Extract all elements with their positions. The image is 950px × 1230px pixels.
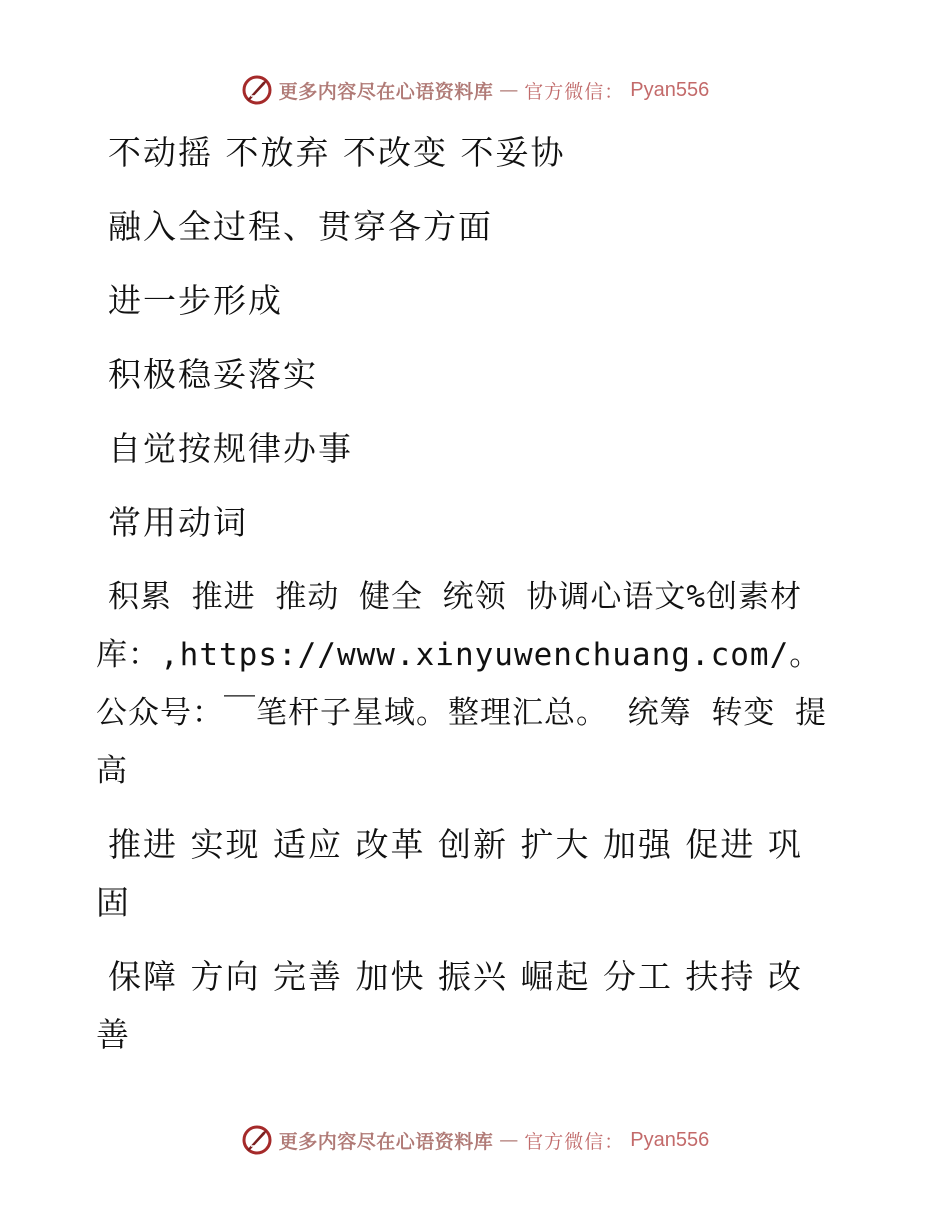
paragraph-text: 进一步形成 — [108, 281, 283, 320]
document-body — [96, 124, 836, 1080]
header-banner — [0, 70, 950, 110]
banner-wechat-label: 官方微信： — [524, 80, 625, 103]
paragraph-text: 融入全过程、贯穿各方面 — [108, 207, 493, 246]
paragraph — [96, 272, 836, 330]
banner-wechat-id: Pyan556 — [630, 1128, 710, 1151]
paragraph — [96, 948, 836, 1064]
quill-logo-icon — [241, 74, 273, 106]
paragraph — [96, 420, 836, 478]
footer-banner — [0, 1120, 950, 1160]
paragraph-text: 积累 推进 推动 健全 统领 协调心语文%创素材库：,https://www.xinyuwenchuang.com/。公众号：￣笔杆子星域。整理汇总。 统筹 转变 提高 — [96, 579, 827, 789]
paragraph-text: 常用动词 — [108, 503, 248, 542]
banner-dash: — — [499, 79, 519, 101]
paragraph — [96, 816, 836, 932]
quill-logo-icon — [241, 1124, 273, 1156]
paragraph — [96, 124, 836, 182]
paragraph — [96, 346, 836, 404]
paragraph-text: 保障 方向 完善 加快 振兴 崛起 分工 扶持 改善 — [96, 957, 803, 1054]
banner-wechat-label: 官方微信： — [524, 1130, 625, 1153]
section-heading — [96, 494, 836, 552]
paragraph-text: 推进 实现 适应 改革 创新 扩大 加强 促进 巩固 — [96, 825, 803, 922]
paragraph-text: 自觉按规律办事 — [108, 429, 353, 468]
paragraph-text: 积极稳妥落实 — [108, 355, 318, 394]
banner-wechat-id: Pyan556 — [630, 78, 710, 101]
banner-dash: — — [499, 1129, 519, 1151]
banner-text: 更多内容尽在心语资料库 — [278, 1130, 494, 1153]
paragraph — [96, 568, 836, 800]
banner-text: 更多内容尽在心语资料库 — [278, 80, 494, 103]
paragraph — [96, 198, 836, 256]
paragraph-text: 不动摇 不放弃 不改变 不妥协 — [108, 133, 566, 172]
